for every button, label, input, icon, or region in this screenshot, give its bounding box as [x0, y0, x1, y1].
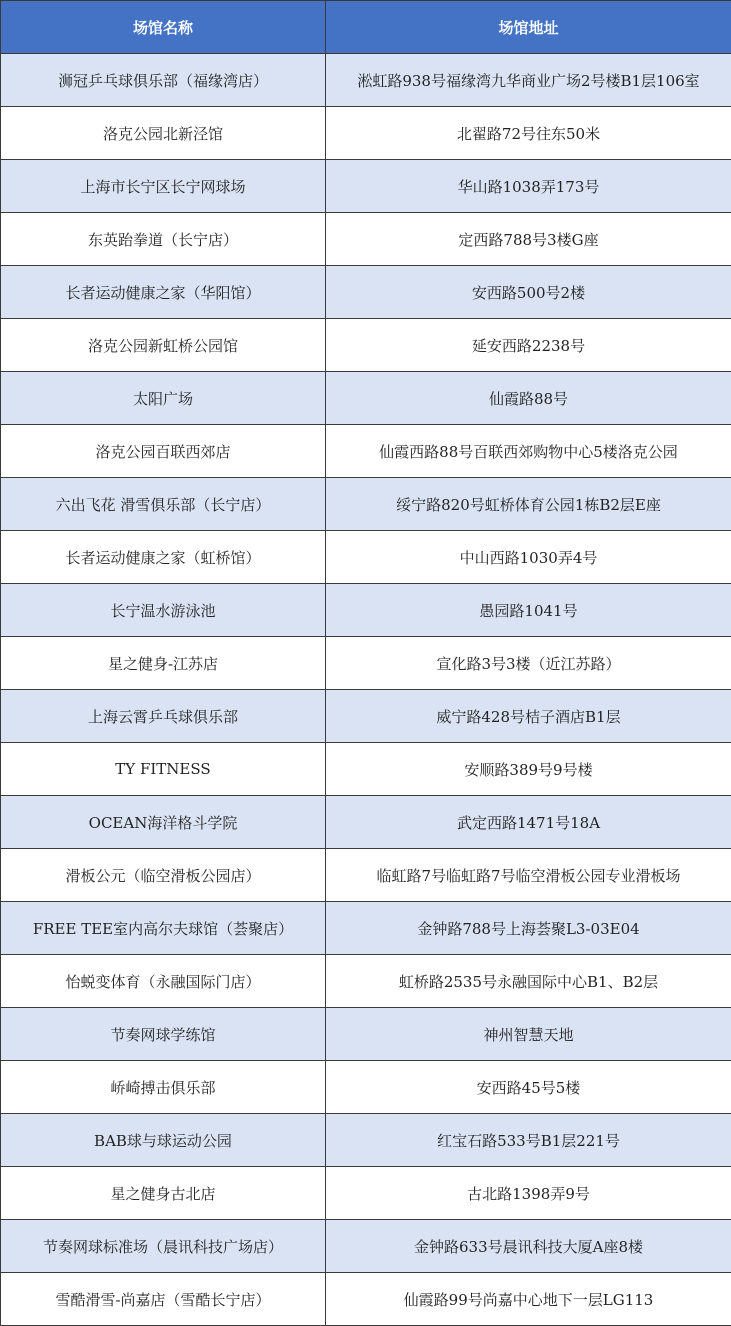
table-row [1, 531, 731, 584]
venue-name-cell: 太阳广场 [1, 372, 326, 425]
venue-address-cell: 淞虹路938号福缘湾九华商业广场2号楼B1层106室 [326, 54, 731, 107]
venue-name-cell: 滑板公元（临空滑板公园店） [1, 849, 326, 902]
column-header-venue-address: 场馆地址 [326, 1, 731, 54]
table-row [1, 743, 731, 796]
venue-address-cell: 中山西路1030弄4号 [326, 531, 731, 584]
venue-name-cell: 上海云霄乒乓球俱乐部 [1, 690, 326, 743]
table-row [1, 1114, 731, 1167]
table-row [1, 1273, 731, 1326]
venue-address-cell: 定西路788号3楼G座 [326, 213, 731, 266]
venue-address-cell: 金钟路788号上海荟聚L3-03E04 [326, 902, 731, 955]
table-row [1, 849, 731, 902]
venue-address-cell: 延安西路2238号 [326, 319, 731, 372]
venue-name-cell: 洛克公园北新泾馆 [1, 107, 326, 160]
venue-address-cell: 威宁路428号桔子酒店B1层 [326, 690, 731, 743]
venue-address-cell: 愚园路1041号 [326, 584, 731, 637]
venue-name-cell: 长宁温水游泳池 [1, 584, 326, 637]
table-row [1, 266, 731, 319]
table-row [1, 902, 731, 955]
venue-address-cell: 仙霞路88号 [326, 372, 731, 425]
table-row [1, 584, 731, 637]
table-row [1, 54, 731, 107]
venue-name-cell: 星之健身-江苏店 [1, 637, 326, 690]
venue-address-cell: 神州智慧天地 [326, 1008, 731, 1061]
venue-name-cell: 长者运动健康之家（虹桥馆） [1, 531, 326, 584]
table-row [1, 690, 731, 743]
table-row [1, 796, 731, 849]
table-row [1, 425, 731, 478]
venue-name-cell: FREE TEE室内高尔夫球馆（荟聚店） [1, 902, 326, 955]
venue-address-cell: 古北路1398弄9号 [326, 1167, 731, 1220]
venue-name-cell: 怡蜕变体育（永融国际门店） [1, 955, 326, 1008]
table-row [1, 160, 731, 213]
venue-name-cell: 浉冠乒乓球俱乐部（福缘湾店） [1, 54, 326, 107]
venue-name-cell: 雪酷滑雪-尚嘉店（雪酷长宁店） [1, 1273, 326, 1326]
table-row [1, 372, 731, 425]
table-row [1, 1167, 731, 1220]
column-header-venue-name: 场馆名称 [1, 1, 326, 54]
table-row [1, 1061, 731, 1114]
venue-name-cell: 洛克公园百联西郊店 [1, 425, 326, 478]
venue-address-cell: 金钟路633号晨讯科技大厦A座8楼 [326, 1220, 731, 1273]
venue-name-cell: 六出飞花 滑雪俱乐部（长宁店） [1, 478, 326, 531]
venue-address-cell: 临虹路7号临虹路7号临空滑板公园专业滑板场 [326, 849, 731, 902]
venue-address-cell: 安西路45号5楼 [326, 1061, 731, 1114]
venue-address-cell: 安西路500号2楼 [326, 266, 731, 319]
header-row [1, 1, 731, 54]
table-row [1, 1008, 731, 1061]
table-row [1, 637, 731, 690]
venue-name-cell: 洛克公园新虹桥公园馆 [1, 319, 326, 372]
table-row [1, 213, 731, 266]
table-header [1, 1, 731, 54]
venue-address-cell: 北翟路72号往东50米 [326, 107, 731, 160]
table-row [1, 478, 731, 531]
venue-name-cell: TY FITNESS [1, 743, 326, 796]
venue-address-cell: 绥宁路820号虹桥体育公园1栋B2层E座 [326, 478, 731, 531]
table-row [1, 955, 731, 1008]
venue-name-cell: 长者运动健康之家（华阳馆） [1, 266, 326, 319]
venue-name-cell: 峤崎搏击俱乐部 [1, 1061, 326, 1114]
table-row [1, 319, 731, 372]
venue-address-cell: 仙霞西路88号百联西郊购物中心5楼洛克公园 [326, 425, 731, 478]
venue-address-cell: 虹桥路2535号永融国际中心B1、B2层 [326, 955, 731, 1008]
venue-name-cell: 节奏网球标准场（晨讯科技广场店） [1, 1220, 326, 1273]
venue-name-cell: BAB球与球运动公园 [1, 1114, 326, 1167]
venue-address-cell: 武定西路1471号18A [326, 796, 731, 849]
venue-address-cell: 仙霞路99号尚嘉中心地下一层LG113 [326, 1273, 731, 1326]
venue-address-cell: 宣化路3号3楼（近江苏路） [326, 637, 731, 690]
table-row [1, 107, 731, 160]
venue-name-cell: 上海市长宁区长宁网球场 [1, 160, 326, 213]
venue-name-cell: 东英跆拳道（长宁店） [1, 213, 326, 266]
venue-name-cell: 星之健身古北店 [1, 1167, 326, 1220]
venue-address-cell: 华山路1038弄173号 [326, 160, 731, 213]
venue-address-cell: 安顺路389号9号楼 [326, 743, 731, 796]
table-row [1, 1220, 731, 1273]
venue-address-cell: 红宝石路533号B1层221号 [326, 1114, 731, 1167]
venue-name-cell: 节奏网球学练馆 [1, 1008, 326, 1061]
venue-name-cell: OCEAN海洋格斗学院 [1, 796, 326, 849]
table-body [1, 54, 731, 1326]
